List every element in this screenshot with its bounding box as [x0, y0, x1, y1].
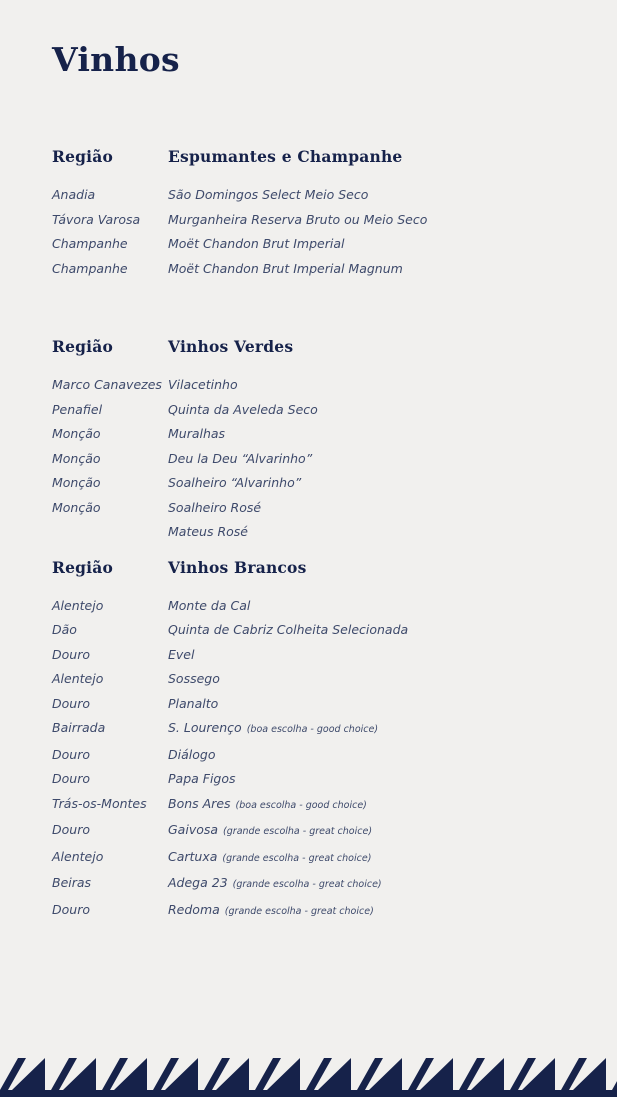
wine-row	[52, 495, 582, 520]
wine-name: Planalto	[168, 695, 219, 711]
wine-row	[52, 870, 582, 897]
wine-name: São Domingos Select Meio Seco	[168, 187, 369, 202]
wine-name: Bons Ares	[168, 795, 231, 811]
wine-row	[52, 397, 582, 422]
section-title: Vinhos Brancos	[168, 557, 307, 577]
wine-region: Trás-os-Montes	[52, 795, 147, 811]
wine-region: Beiras	[52, 875, 92, 890]
wine-row	[52, 519, 582, 544]
wine-name: Papa Figos	[168, 771, 236, 786]
wine-row	[52, 207, 582, 232]
wine-section	[52, 336, 582, 544]
wine-name: Soalheiro Rosé	[168, 499, 262, 515]
wine-region: Monção	[52, 499, 101, 515]
wine-cell	[168, 844, 582, 871]
wine-name: Adega 23	[168, 875, 228, 890]
wine-region: Douro	[52, 646, 90, 662]
section-title: Vinhos Verdes	[168, 337, 294, 356]
wine-cell	[168, 231, 582, 256]
wine-row	[52, 691, 582, 716]
wine-row	[52, 742, 582, 767]
wine-row	[52, 897, 582, 924]
wine-region: Alentejo	[52, 848, 104, 864]
wine-name: Cartuxa	[168, 848, 218, 864]
wine-region: Douro	[52, 746, 90, 762]
wine-cell	[168, 470, 582, 495]
wine-name: Murganheira Reserva Bruto ou Meio Seco	[168, 211, 428, 227]
wine-row	[52, 715, 582, 742]
wine-note: (grande escolha - great choice)	[224, 905, 374, 917]
wine-row	[52, 617, 582, 642]
wine-name: Diálogo	[168, 746, 216, 762]
wine-region: Távora Varosa	[52, 211, 141, 227]
wine-cell	[168, 715, 582, 742]
wine-cell	[168, 446, 582, 471]
wine-cell	[168, 256, 582, 281]
wine-row	[52, 446, 582, 471]
wine-name: Vilacetinho	[168, 377, 238, 392]
wine-name: Deu la Deu “Alvarinho”	[168, 450, 313, 466]
wine-row	[52, 256, 582, 281]
wine-row	[52, 817, 582, 844]
wine-name: Soalheiro “Alvarinho”	[168, 475, 302, 490]
wine-cell	[168, 617, 582, 642]
wine-cell	[168, 791, 582, 818]
wine-section	[52, 557, 582, 924]
wine-region: Marco Canavezes	[52, 377, 162, 392]
wine-name: Muralhas	[168, 426, 226, 441]
wine-sections	[52, 146, 582, 923]
wine-row	[52, 844, 582, 871]
wine-region: Douro	[52, 695, 90, 711]
wine-cell	[168, 421, 582, 446]
region-column-label: Região	[52, 557, 114, 577]
wine-region: Alentejo	[52, 671, 104, 686]
wine-row	[52, 642, 582, 667]
wine-row	[52, 470, 582, 495]
wine-name: Moët Chandon Brut Imperial	[168, 236, 345, 251]
wine-region: Douro	[52, 771, 90, 786]
wine-menu-page	[52, 38, 582, 923]
wine-row	[52, 372, 582, 397]
wine-region: Douro	[52, 901, 90, 917]
wine-region: Champanhe	[52, 236, 128, 251]
wine-row	[52, 593, 582, 618]
wine-region: Monção	[52, 475, 101, 490]
wine-cell	[168, 742, 582, 767]
wine-row	[52, 421, 582, 446]
wine-cell	[168, 897, 582, 924]
wine-region: Alentejo	[52, 597, 104, 613]
wine-name: Quinta da Aveleda Seco	[168, 401, 318, 417]
wine-row	[52, 791, 582, 818]
wine-name: Gaivosa	[168, 822, 219, 837]
wine-section	[52, 146, 582, 280]
wine-region: Anadia	[52, 187, 96, 202]
section-header	[52, 146, 582, 168]
wine-cell	[168, 642, 582, 667]
wine-cell	[168, 207, 582, 232]
page-title: Vinhos	[52, 40, 180, 79]
wine-cell	[168, 372, 582, 397]
wine-row	[52, 182, 582, 207]
wine-note: (boa escolha - good choice)	[246, 724, 379, 735]
wine-region: Douro	[52, 822, 90, 837]
wine-name: Redoma	[168, 901, 220, 917]
wine-cell	[168, 397, 582, 422]
wine-region: Monção	[52, 450, 101, 466]
wine-cell	[168, 666, 582, 691]
region-column-label: Região	[52, 147, 114, 166]
section-header	[52, 557, 582, 579]
wine-row	[52, 231, 582, 256]
wine-note: (grande escolha - great choice)	[222, 852, 372, 864]
section-title: Espumantes e Champanhe	[168, 147, 403, 166]
wine-cell	[168, 593, 582, 618]
wine-note: (grande escolha - great choice)	[232, 879, 382, 890]
wine-name: Evel	[168, 646, 195, 662]
wine-cell	[168, 519, 582, 544]
wine-note: (boa escolha - good choice)	[235, 799, 367, 811]
decorative-triangle-pattern	[0, 1057, 617, 1097]
wine-name: Mateus Rosé	[168, 524, 248, 539]
wine-cell	[168, 182, 582, 207]
wine-region: Dão	[52, 622, 77, 637]
wine-cell	[168, 495, 582, 520]
wine-name: Quinta de Cabriz Colheita Selecionada	[168, 622, 409, 637]
wine-name: Sossego	[168, 671, 220, 686]
wine-region: Bairrada	[52, 720, 106, 735]
wine-name: Moët Chandon Brut Imperial Magnum	[168, 260, 403, 276]
wine-name: Monte da Cal	[168, 597, 251, 613]
wine-note: (grande escolha - great choice)	[223, 826, 373, 837]
triangle-pattern-svg	[0, 1057, 617, 1097]
wine-region: Monção	[52, 426, 101, 441]
wine-cell	[168, 870, 582, 897]
wine-name: S. Lourenço	[168, 720, 242, 735]
wine-region: Penafiel	[52, 401, 103, 417]
section-header	[52, 336, 582, 358]
wine-row	[52, 766, 582, 791]
region-column-label: Região	[52, 337, 114, 356]
wine-cell	[168, 817, 582, 844]
wine-region: Champanhe	[52, 260, 128, 276]
wine-cell	[168, 691, 582, 716]
wine-row	[52, 666, 582, 691]
wine-cell	[168, 766, 582, 791]
